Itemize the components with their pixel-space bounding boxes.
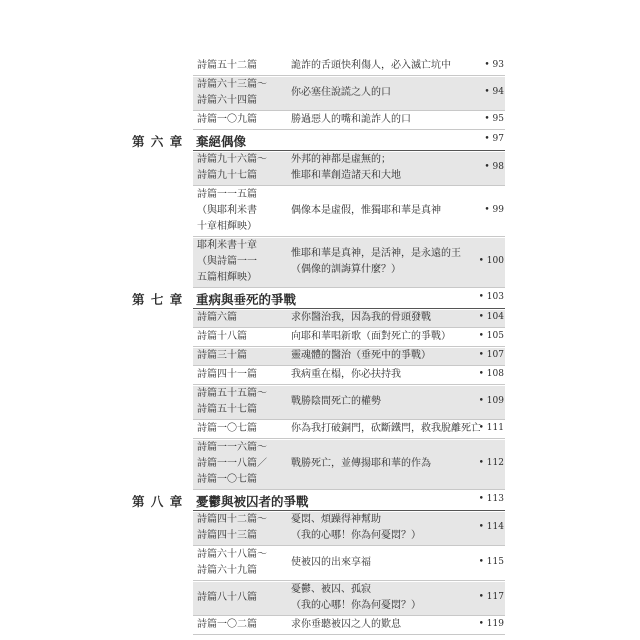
toc-entry: [0, 347, 640, 366]
scripture-reference-line: 詩篇一〇七篇: [197, 423, 257, 434]
page-number: • 112: [478, 458, 504, 468]
scripture-reference-line: 詩篇四十二篇～: [197, 514, 267, 525]
toc-entry: [0, 151, 640, 186]
toc-entry: [0, 186, 640, 237]
scripture-reference: [197, 329, 282, 345]
entry-description: [291, 246, 496, 278]
scripture-reference: [197, 58, 282, 74]
page-number: • 117: [478, 592, 504, 602]
entry-description: [291, 203, 496, 219]
chapter-heading: [0, 130, 640, 151]
scripture-reference-line: 詩篇一一六篇～: [197, 442, 267, 453]
toc-entry: [0, 581, 640, 616]
scripture-reference: [197, 590, 282, 606]
scripture-reference-line: 詩篇六十九篇: [197, 565, 257, 576]
scripture-reference-line: 詩篇十八篇: [197, 331, 247, 342]
chapter-number: 第 八 章: [132, 494, 184, 509]
chapter-heading: [0, 490, 640, 511]
page-number: • 103: [478, 292, 504, 302]
entry-description-line: 戰勝死亡，並傳揚耶和華的作為: [291, 458, 431, 469]
entry-description-line: 外邦的神都是虛無的；: [291, 154, 391, 165]
chapter-number: 第 六 章: [132, 134, 184, 149]
scripture-reference: [197, 367, 282, 383]
scripture-reference: [197, 238, 282, 286]
page-number: • 107: [478, 350, 504, 360]
scripture-reference-line: 詩篇六十八篇～: [197, 549, 267, 560]
scripture-reference: [197, 386, 282, 418]
entry-description: [291, 152, 496, 184]
scripture-reference: [197, 440, 282, 488]
entry-description-line: 使被囚的出來享福: [291, 557, 371, 568]
entry-description: [291, 394, 496, 410]
entry-description-line: 向耶和華唱新歌（面對死亡的爭戰）: [291, 331, 451, 342]
toc-entry: [0, 328, 640, 347]
scripture-reference-line: 詩篇九十七篇: [197, 170, 257, 181]
page-number: • 95: [484, 114, 504, 124]
scripture-reference: [197, 348, 282, 364]
toc-entry: [0, 111, 640, 130]
scripture-reference-line: 詩篇八十八篇: [197, 592, 257, 603]
entry-description: [291, 555, 496, 571]
page-number: • 113: [478, 494, 504, 504]
scripture-reference-line: 詩篇五十二篇: [197, 60, 257, 71]
chapter-number: 第 七 章: [132, 292, 184, 307]
scripture-reference-line: 詩篇六十三篇～: [197, 79, 267, 90]
entry-description: [291, 58, 496, 74]
scripture-reference-line: （與詩篇一一: [197, 256, 257, 267]
entry-description-line: 求你垂聽被囚之人的歎息: [291, 619, 401, 630]
entry-description-line: 偶像本是虛假，惟獨耶和華是真神: [291, 205, 441, 216]
page-number: • 115: [478, 557, 504, 567]
page-number: • 98: [484, 162, 504, 172]
page-number: • 94: [484, 87, 504, 97]
scripture-reference-line: 詩篇一〇二篇: [197, 619, 257, 630]
scripture-reference-line: 詩篇一一八篇／: [197, 458, 267, 469]
entry-description: [291, 617, 496, 633]
entry-description-line: 求你醫治我，因為我的骨頭發戰: [291, 312, 431, 323]
scripture-reference-line: 詩篇六十四篇: [197, 95, 257, 106]
entry-description: [291, 310, 496, 326]
entry-description: [291, 582, 496, 614]
scripture-reference-line: 十章相輝映）: [197, 221, 257, 232]
entry-description-line: 你必塞住說謊之人的口: [291, 87, 391, 98]
entry-description-line: 詭詐的舌頭快利傷人，必入滅亡坑中: [291, 60, 451, 71]
scripture-reference: [197, 512, 282, 544]
entry-description-line: 你為我打破銅門，砍斷鐵閂，救我脫離死亡: [291, 423, 481, 434]
toc-entry: [0, 309, 640, 328]
scripture-reference-line: 詩篇六篇: [197, 312, 237, 323]
entry-description-line: （我的心哪！你為何憂悶？）: [291, 530, 421, 541]
scripture-reference-line: 詩篇五十七篇: [197, 404, 257, 415]
page-number: • 108: [478, 369, 504, 379]
entry-description: [291, 456, 496, 472]
chapter-title: 憂鬱與被囚者的爭戰: [196, 494, 309, 509]
page-number: • 97: [484, 134, 504, 144]
scripture-reference-line: 詩篇四十三篇: [197, 530, 257, 541]
page-number: • 114: [478, 522, 504, 532]
scripture-reference-line: 耶利米書十章: [197, 240, 257, 251]
entry-description-line: 勝過惡人的嘴和詭詐人的口: [291, 114, 411, 125]
scripture-reference-line: 詩篇四十一篇: [197, 369, 257, 380]
scripture-reference-line: 詩篇一〇七篇: [197, 474, 257, 485]
page-number: • 119: [478, 619, 504, 629]
scripture-reference: [197, 547, 282, 579]
page-number: • 100: [478, 256, 504, 266]
entry-description-line: 我病重在榻，你必扶持我: [291, 369, 401, 380]
toc-entry: [0, 439, 640, 490]
entry-description-line: 惟耶和華是真神，是活神，是永遠的王: [291, 248, 461, 259]
toc-entry: [0, 616, 640, 635]
entry-description: [291, 348, 496, 364]
page-number: • 109: [478, 396, 504, 406]
entry-description: [291, 112, 496, 128]
scripture-reference-line: 詩篇三十篇: [197, 350, 247, 361]
scripture-reference: [197, 310, 282, 326]
scripture-reference: [197, 112, 282, 128]
entry-description-line: 戰勝陰間死亡的權勢: [291, 396, 381, 407]
toc-entry: [0, 76, 640, 111]
scripture-reference-line: （與耶利米書: [197, 205, 257, 216]
entry-description-line: （我的心哪！你為何憂悶？）: [291, 600, 421, 611]
page-number: • 93: [484, 60, 504, 70]
toc-entry: [0, 385, 640, 420]
page-number: • 99: [484, 205, 504, 215]
toc-entry: [0, 546, 640, 581]
entry-description: [291, 85, 496, 101]
scripture-reference: [197, 152, 282, 184]
scripture-reference: [197, 617, 282, 633]
page-number: • 104: [478, 312, 504, 322]
scripture-reference-line: 五篇相輝映）: [197, 272, 257, 283]
scripture-reference: [197, 187, 282, 235]
entry-description-line: 惟耶和華創造諸天和大地: [291, 170, 401, 181]
scripture-reference-line: 詩篇一一五篇: [197, 189, 257, 200]
entry-description: [291, 329, 496, 345]
entry-description: [291, 421, 496, 437]
toc-entry: [0, 366, 640, 385]
scripture-reference-line: 詩篇九十六篇～: [197, 154, 267, 165]
entry-description-line: （偶像的訓誨算什麼？）: [291, 264, 401, 275]
entry-description: [291, 367, 496, 383]
page-number: • 105: [478, 331, 504, 341]
chapter-heading: [0, 288, 640, 309]
chapter-title: 重病與垂死的爭戰: [196, 292, 297, 307]
toc-entry: [0, 57, 640, 76]
page-number: • 111: [478, 423, 504, 433]
row-divider: [193, 634, 505, 635]
scripture-reference: [197, 77, 282, 109]
scripture-reference-line: 詩篇一〇九篇: [197, 114, 257, 125]
entry-description: [291, 512, 496, 544]
toc-entry: [0, 511, 640, 546]
toc-entry: [0, 237, 640, 288]
chapter-title: 棄絕偶像: [196, 134, 247, 149]
scripture-reference: [197, 421, 282, 437]
toc-entry: [0, 420, 640, 439]
scripture-reference-line: 詩篇五十五篇～: [197, 388, 267, 399]
entry-description-line: 靈魂體的醫治（垂死中的爭戰）: [291, 350, 431, 361]
entry-description-line: 憂鬱、被囚、孤寂: [291, 584, 371, 595]
entry-description-line: 憂悶、煩躁得神幫助: [291, 514, 381, 525]
